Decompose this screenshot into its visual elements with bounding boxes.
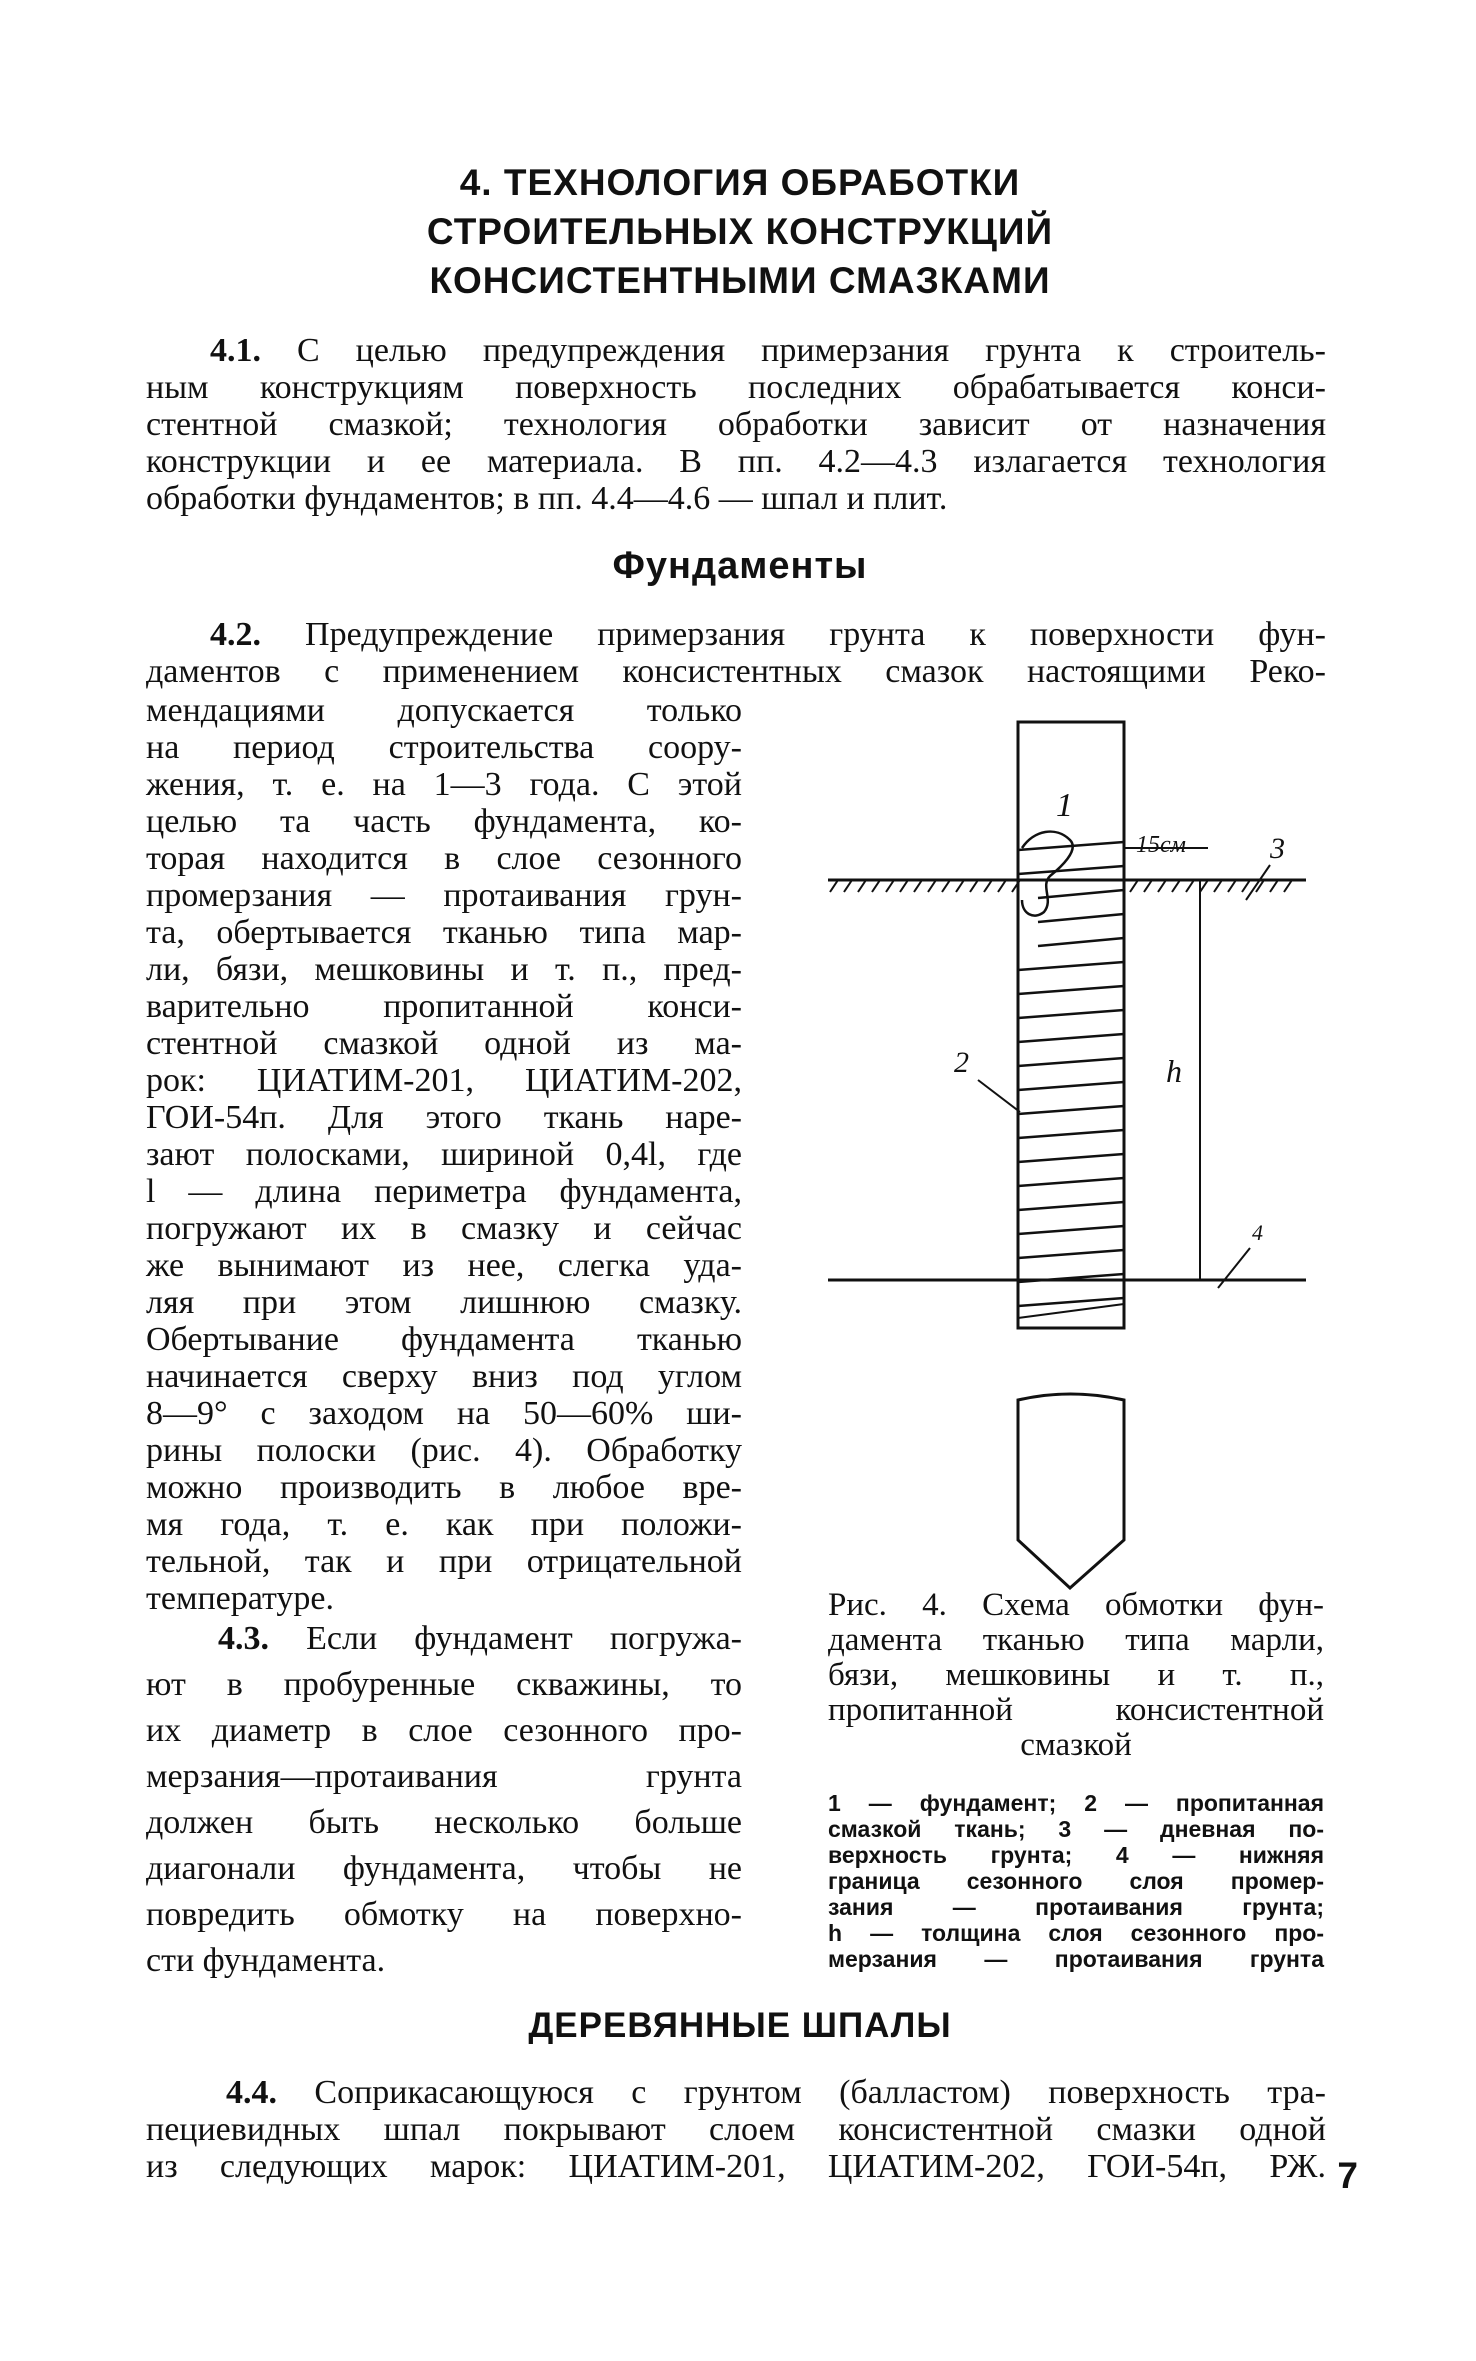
p42-col-line: Обертывание фундамента тканью: [146, 1321, 742, 1358]
p42-col-line: жения, т. е. на 1—3 года. С этой: [146, 766, 742, 803]
chapter-heading: [300, 158, 1180, 305]
p44-line-1: 4.4. Соприкасающуюся с грунтом (балластом) поверхность тра-: [226, 2074, 1326, 2111]
legend-line: 1 — фундамент; 2 — пропитанная: [828, 1790, 1324, 1816]
figure-caption: [828, 1588, 1324, 1763]
p42-col-line: рок: ЦИАТИМ-201, ЦИАТИМ-202,: [146, 1062, 742, 1099]
p42-col-line: та, обертывается тканью типа мар-: [146, 914, 742, 951]
figure-label-1: 1: [1056, 787, 1073, 824]
paragraph-4-2-column: [146, 692, 742, 1617]
p42-col-line: мендациями допускается только: [146, 692, 742, 729]
p42-col-line: погружают их в смазку и сейчас: [146, 1210, 742, 1247]
foundation-pile-tip: [1018, 1394, 1124, 1588]
caption-line: бязи, мешковины и т. п.,: [828, 1657, 1324, 1693]
p42-col-line: ляя при этом лишнюю смазку.: [146, 1284, 742, 1321]
figure-legend: [828, 1790, 1324, 1972]
caption-line: Рис. 4. Схема обмотки фун-: [828, 1587, 1324, 1623]
heading-line-3: КОНСИСТЕНТНЫМИ СМАЗКАМИ: [429, 260, 1051, 301]
figure-label-h: h: [1166, 1053, 1182, 1089]
p42-col-line: же вынимают из нее, слегка уда-: [146, 1247, 742, 1284]
p42-line-1: 4.2. Предупреждение примерзания грунта к поверхности фун-: [210, 616, 1326, 653]
section-title-sleepers: ДЕРЕВЯННЫЕ ШПАЛЫ: [528, 2006, 952, 2045]
leader-4: [1218, 1248, 1250, 1288]
p44-number: 4.4.: [226, 2074, 277, 2111]
p43-number: 4.3.: [218, 1620, 269, 1657]
p42-col-line: температуре.: [146, 1580, 334, 1617]
p42-col-line: рины полоски (рис. 4). Обработку: [146, 1432, 742, 1469]
p42-line-2: даментов с применением консистентных смазок настоящими Реко-: [146, 653, 1326, 690]
fabric-wrap-stripes: [1018, 842, 1124, 1306]
p42-col-line: тельной, так и при отрицательной: [146, 1543, 742, 1580]
p42-col-line: 8—9° с заходом на 50—60% ши-: [146, 1395, 742, 1432]
ground-hatching: [830, 880, 1292, 892]
p44-line: из следующих марок: ЦИАТИМ-201, ЦИАТИМ-202, ГОИ-54п, РЖ.: [146, 2148, 1326, 2185]
p41-line-5: обработки фундаментов; в пп. 4.4—4.6 — шпал и плит.: [146, 480, 948, 517]
legend-line: h — толщина слоя сезонного про-: [828, 1920, 1324, 1946]
p42-number: 4.2.: [210, 616, 261, 653]
leader-2: [978, 1080, 1020, 1112]
p42-col-line: торая находится в слое сезонного: [146, 840, 742, 877]
heading-line-2: СТРОИТЕЛЬНЫХ КОНСТРУКЦИЙ: [426, 211, 1054, 252]
leader-3: [1246, 865, 1270, 900]
p41-line-4: конструкции и ее материала. В пп. 4.2—4.3 излагается технология: [146, 443, 1326, 480]
p41-number: 4.1.: [210, 332, 261, 369]
p43-line-1: 4.3. Если фундамент погружа-: [218, 1620, 742, 1657]
p42-col-line: начинается сверху вниз под углом: [146, 1358, 742, 1395]
figure-label-2: 2: [954, 1046, 969, 1079]
p42-col-line: варительно пропитанной конси-: [146, 988, 742, 1025]
legend-line: зания — протаивания грунта;: [828, 1894, 1324, 1920]
section-title-foundations: Фундаменты: [612, 545, 868, 587]
p42-col-line: ГОИ-54п. Для этого ткань наре-: [146, 1099, 742, 1136]
p41-line-2: ным конструкциям поверхность последних обрабатывается конси-: [146, 369, 1326, 406]
p43-line: должен быть несколько больше: [146, 1804, 742, 1841]
foundation-wrapping-diagram: [808, 700, 1328, 1590]
page-number: 7: [1337, 2155, 1358, 2196]
p43-line: повредить обмотку на поверхно-: [146, 1896, 742, 1933]
legend-line: верхность грунта; 4 — нижняя: [828, 1842, 1324, 1868]
figure-label-15cm: 15см: [1136, 832, 1186, 858]
p42-col-line: ли, бязи, мешковины и т. п., пред-: [146, 951, 742, 988]
p43-line: сти фундамента.: [146, 1942, 386, 1979]
p42-col-line: целью та часть фундамента, ко-: [146, 803, 742, 840]
figure-label-3: 3: [1270, 832, 1285, 865]
p42-col-line: стентной смазкой одной из ма-: [146, 1025, 742, 1062]
p42-col-line: l — длина периметра фундамента,: [146, 1173, 742, 1210]
paragraph-4-4: [146, 2074, 1326, 2185]
legend-line: граница сезонного слоя промер-: [828, 1868, 1324, 1894]
p44-line: пециевидных шпал покрывают слоем консистентной смазки одной: [146, 2111, 1326, 2148]
caption-line: пропитанной консистентной: [828, 1692, 1324, 1728]
paragraph-4-1: [146, 332, 1326, 517]
p42-col-line: на период строительства соору-: [146, 729, 742, 766]
p41-line-3: стентной смазкой; технология обработки зависит от назначения: [146, 406, 1326, 443]
legend-line: смазкой ткань; 3 — дневная по-: [828, 1816, 1324, 1842]
figure-label-4: 4: [1252, 1220, 1263, 1245]
caption-title: [828, 1588, 1324, 1763]
caption-line: дамента тканью типа марли,: [828, 1622, 1324, 1658]
p43-line: диагонали фундамента, чтобы не: [146, 1850, 742, 1887]
p42-col-line: промерзания — протаивания грун-: [146, 877, 742, 914]
p43-line: мерзания—протаивания грунта: [146, 1758, 742, 1795]
p43-line: ют в пробуренные скважины, то: [146, 1666, 742, 1703]
p43-line: их диаметр в слое сезонного про-: [146, 1712, 742, 1749]
p42-col-line: можно производить в любое вре-: [146, 1469, 742, 1506]
paragraph-4-2-intro: [146, 616, 1326, 690]
legend-line: мерзания — протаивания грунта: [828, 1946, 1324, 1972]
heading-line-1: 4. ТЕХНОЛОГИЯ ОБРАБОТКИ: [459, 162, 1021, 203]
p42-col-line: зают полосками, шириной 0,4l, где: [146, 1136, 742, 1173]
p41-line-1: 4.1. С целью предупреждения примерзания грунта к строитель-: [210, 332, 1326, 369]
caption-line-last: смазкой: [1020, 1727, 1132, 1763]
p42-col-line: мя года, т. е. как при положи-: [146, 1506, 742, 1543]
paragraph-4-3: [146, 1616, 742, 1984]
